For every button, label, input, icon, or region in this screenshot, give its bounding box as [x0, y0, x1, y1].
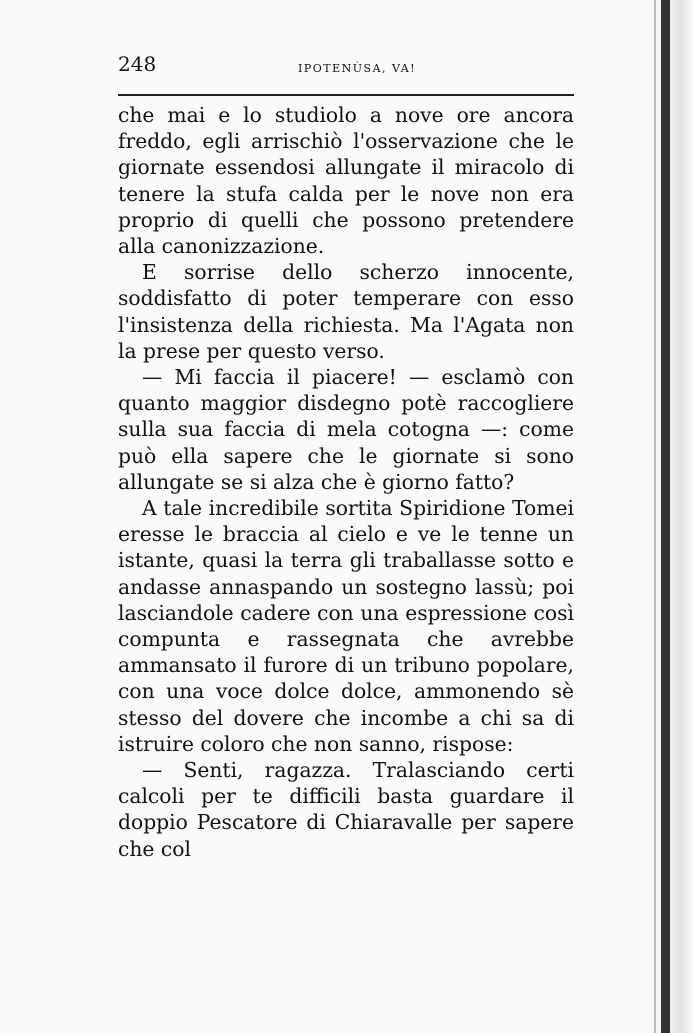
running-title: IPOTENÙSA, VA! [298, 62, 417, 75]
paragraph-1: che mai e lo studiolo a nove ore ancora freddo, egli arrischiò l'osservazione che le giornate essendosi allungate il miracolo di tenere la stufa calda per le nove non era proprio di quelli che possono pretendere alla canonizzazione. [118, 103, 574, 259]
paragraph-2: E sorrise dello scherzo innocente, soddisfatto di poter temperare con esso l'insistenza della richiesta. Ma l'Agata non la prese per questo verso. [118, 260, 574, 363]
paragraph-3: — Mi faccia il piacere! — esclamò con quanto maggior disdegno potè raccogliere sulla sua faccia di mela cotogna —: come può ella sapere che le giornate si sono allungate se si alza che è giorno fatto? [118, 365, 574, 494]
paragraph-4: A tale incredibile sortita Spiridione Tomei eresse le braccia al cielo e ve le tenne un istante, quasi la terra gli traballasse sotto e andasse annaspando un sostegno lassù; poi lasciandole cadere con una espressione così compunta e rassegnata che avrebbe ammansato il furore di un tribuno popolare, con una voce dolce dolce, ammonendo sè stesso del dovere che incombe a chi sa di istruire coloro che non sanno, rispose: [118, 496, 574, 756]
binding-edge-line [661, 0, 670, 1033]
paragraph-5: — Senti, ragazza. Tralasciando certi calcoli per te difficili basta guardare il doppio Pescatore di Chiaravalle per sapere che col [118, 758, 574, 861]
header-rule [118, 94, 574, 96]
binding-edge-thin-line [654, 0, 656, 1033]
body-text [118, 102, 574, 862]
page-number: 248 [118, 52, 157, 76]
page-header [118, 52, 570, 82]
